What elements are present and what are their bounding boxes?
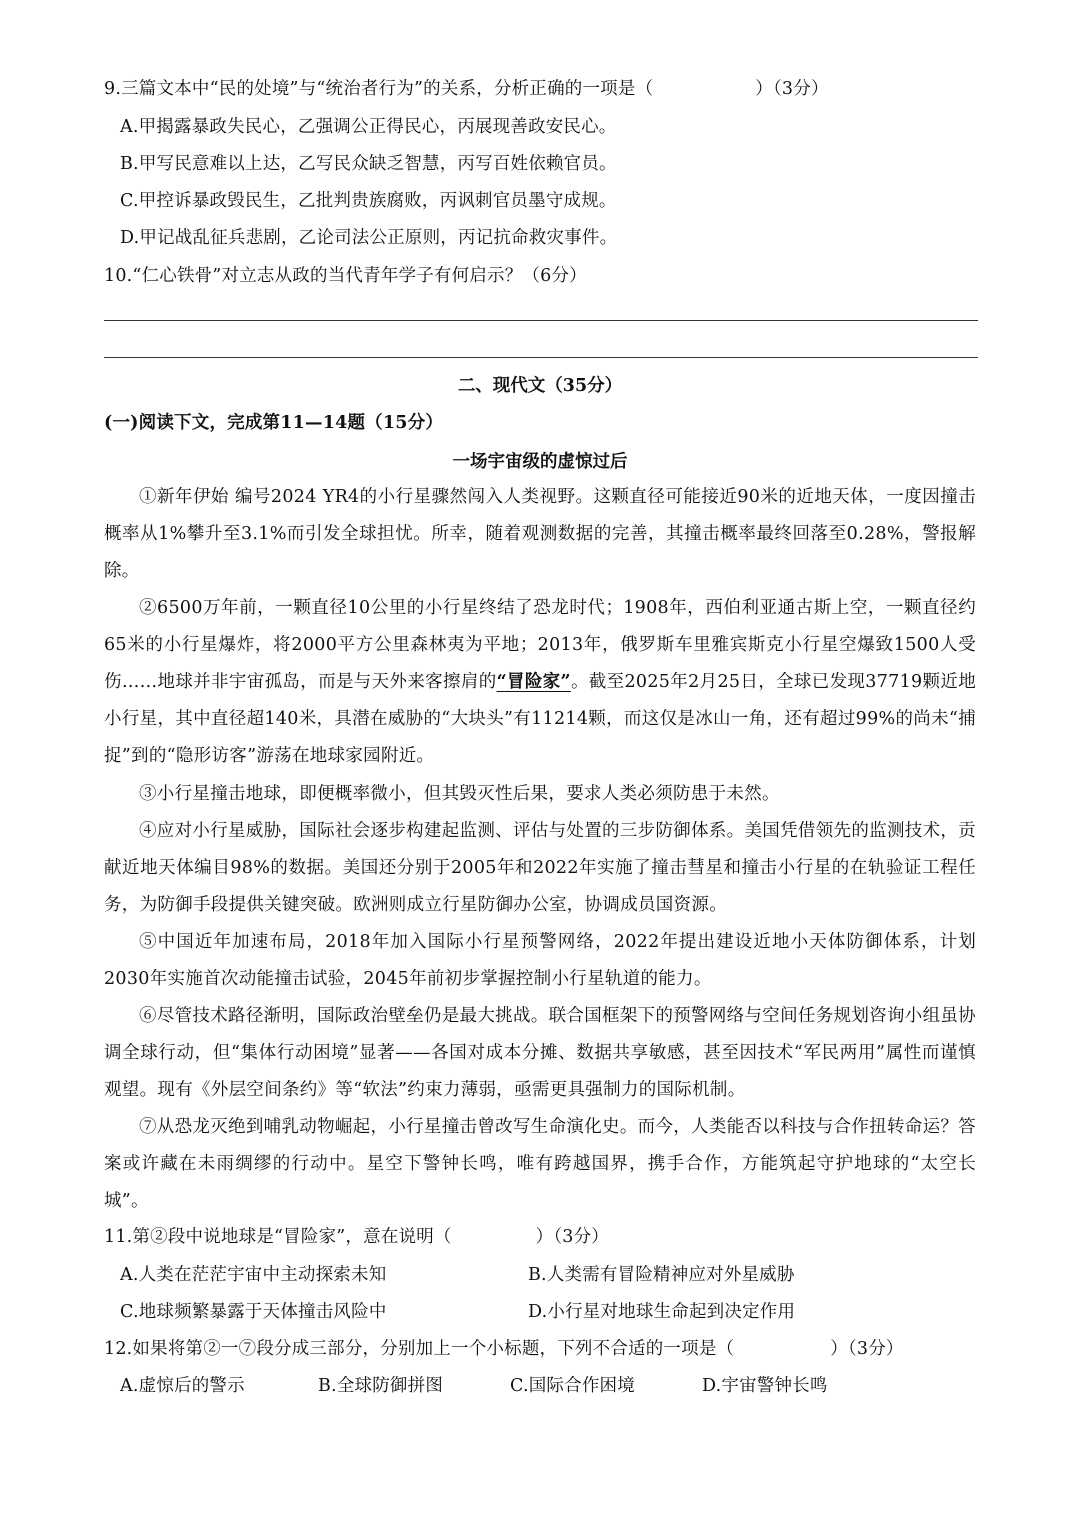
q11-option-b: B.人类需有冒险精神应对外星威胁 xyxy=(528,1265,795,1285)
q10-stem: 10.“仁心铁骨”对立志从政的当代青年学子有何启示？（6分） xyxy=(104,266,587,286)
q9-option-a: A.甲揭露暴政失民心，乙强调公正得民心，丙展现善政安民心。 xyxy=(120,117,617,137)
article-title: 一场宇宙级的虚惊过后 xyxy=(452,452,628,472)
q12-stem-text: 12.如果将第②一⑦段分成三部分，分别加上一个小标题，下列不合适的一项是（ xyxy=(104,1339,735,1359)
paragraph-2 xyxy=(104,590,976,775)
q12-stem-tail: ）（3分） xyxy=(830,1339,904,1359)
q12-stem xyxy=(104,1336,904,1362)
paragraph-2-part-a: ②6500万年前，一颗直径10公里的小行星终结了恐龙时代；1908年，西伯利亚通古斯上空，一颗直径约65米的小行星爆炸，将2000平方公里森林夷为平地；2013年，俄罗斯车里雅宾斯克小行星空爆致1500人受伤……地球并非宇宙孤岛，而是与天外来客擦肩的 xyxy=(104,598,976,692)
q11-stem-tail: ）（3分） xyxy=(535,1227,610,1247)
q11-stem xyxy=(104,1224,609,1250)
q12-option-a: A.虚惊后的警示 xyxy=(120,1376,245,1396)
reading-subsection-heading: (一)阅读下文，完成第11—14题（15分） xyxy=(104,413,444,433)
q11-option-c: C.地球频繁暴露于天体撞击风险中 xyxy=(120,1302,387,1322)
q11-option-d: D.小行星对地球生命起到决定作用 xyxy=(528,1302,796,1322)
q9-option-d: D.甲记战乱征兵悲剧，乙论司法公正原则，丙记抗命救灾事件。 xyxy=(120,228,618,248)
q9-stem-text: 9.三篇文本中“民的处境”与“统治者行为”的关系，分析正确的一项是（ xyxy=(104,79,654,99)
q12-option-c: C.国际合作困境 xyxy=(510,1376,635,1396)
section-title: 二、现代文（35分） xyxy=(457,376,623,396)
paragraph-6: ⑥尽管技术路径渐明，国际政治壁垒仍是最大挑战。联合国框架下的预警网络与空间任务规划咨询小组虽协调全球行动，但“集体行动困境”显著——各国对成本分摊、数据共享敏感，甚至因技术“军民两用”属性而谨慎观望。现有《外层空间条约》等“软法”约束力薄弱，亟需更具强制力的国际机制。 xyxy=(104,1006,976,1100)
q10-answer-line-2[interactable] xyxy=(104,357,978,358)
q9-option-c: C.甲控诉暴政毁民生，乙批判贵族腐败，丙讽刺官员墨守成规。 xyxy=(120,191,617,211)
q9-stem xyxy=(104,76,829,102)
q12-option-b: B.全球防御拼图 xyxy=(318,1376,444,1396)
q12-option-d: D.宇宙警钟长鸣 xyxy=(702,1376,828,1396)
q9-stem-tail: ）（3分） xyxy=(755,79,829,99)
q10-answer-line-1[interactable] xyxy=(104,320,978,321)
paragraph-7: ⑦从恐龙灭绝到哺乳动物崛起，小行星撞击曾改写生命演化史。而今，人类能否以科技与合作扭转命运？答案或许藏在未雨绸缪的行动中。星空下警钟长鸣，唯有跨越国界，携手合作，方能筑起守护地球的“太空长城”。 xyxy=(104,1117,976,1211)
paragraph-3: ③小行星撞击地球，即便概率微小，但其毁灭性后果，要求人类必须防患于未然。 xyxy=(139,784,780,804)
paragraph-1: ①新年伊始 编号2024 YR4的小行星骤然闯入人类视野。这颗直径可能接近90米的近地天体，一度因撞击概率从1%攀升至3.1%而引发全球担忧。所幸，随着观测数据的完善，其撞击概率最终回落至0.28%，警报解除。 xyxy=(104,487,976,581)
paragraph-5: ⑤中国近年加速布局，2018年加入国际小行星预警网络，2022年提出建设近地小天体防御体系，计划2030年实施首次动能撞击试验，2045年前初步掌握控制小行星轨道的能力。 xyxy=(104,932,976,989)
q11-option-a: A.人类在茫茫宇宙中主动探索未知 xyxy=(120,1265,387,1285)
paragraph-2-emphasis: “冒险家” xyxy=(496,672,571,692)
paragraph-2-part-b: 。截至2025年2月25日，全球已发现37719颗近地小行星，其中直径超140米，具潜在威胁的“大块头”有11214颗，而这仅是冰山一角，还有超过99%的尚未“捕捉”到的“隐形访客”游荡在地球家园附近。 xyxy=(104,672,976,766)
q11-stem-text: 11.第②段中说地球是“冒险家”，意在说明（ xyxy=(104,1227,452,1247)
paragraph-4: ④应对小行星威胁，国际社会逐步构建起监测、评估与处置的三步防御体系。美国凭借领先的监测技术，贡献近地天体编目98%的数据。美国还分别于2005年和2022年实施了撞击彗星和撞击小行星的在轨验证工程任务，为防御手段提供关键突破。欧洲则成立行星防御办公室，协调成员国资源。 xyxy=(104,821,976,915)
q9-option-b: B.甲写民意难以上达，乙写民众缺乏智慧，丙写百姓依赖官员。 xyxy=(120,154,617,174)
